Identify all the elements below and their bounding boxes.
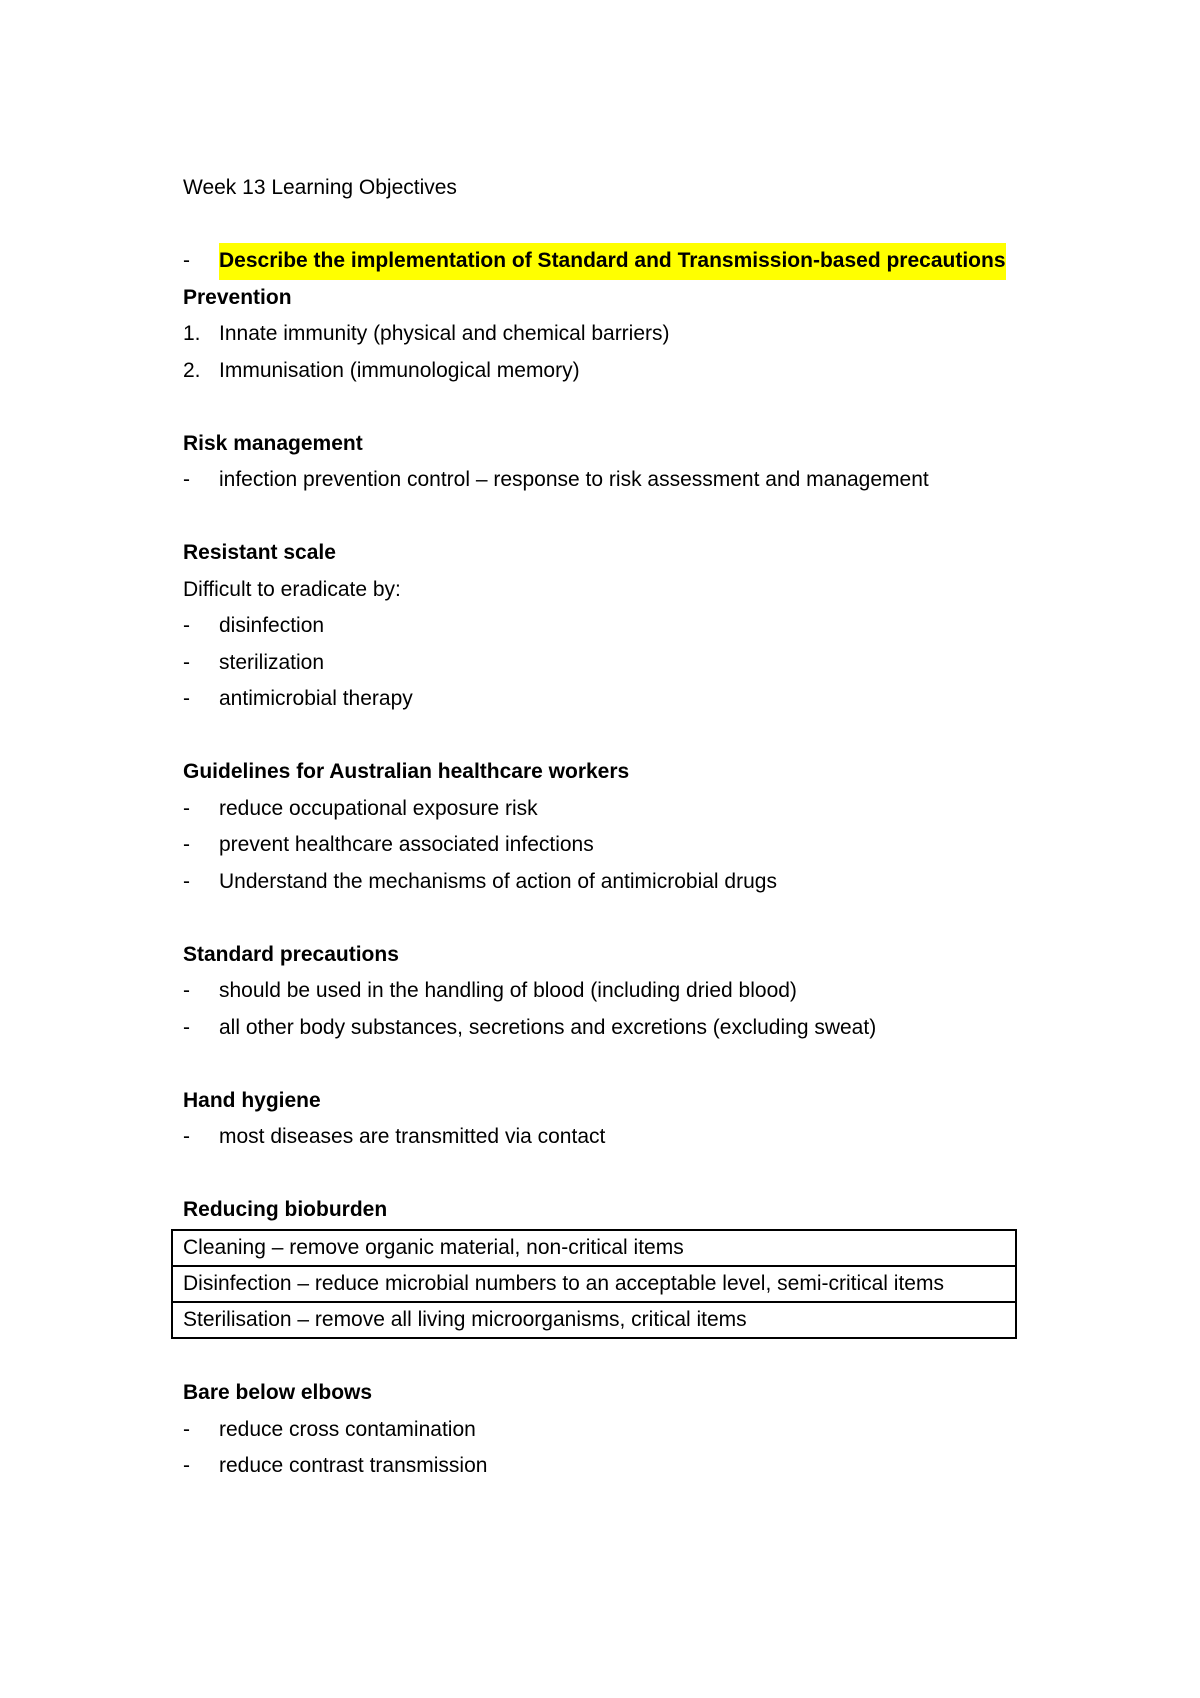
spacer: [183, 718, 1043, 755]
list-item-text: reduce contrast transmission: [219, 1454, 488, 1477]
list-marker: 2.: [183, 358, 201, 382]
table-row: [172, 1302, 1016, 1338]
list-item: [183, 827, 1043, 864]
spacer: [183, 389, 1043, 426]
list-marker: -: [183, 1125, 190, 1148]
list-item: [183, 353, 1043, 390]
prevention-heading: Prevention: [183, 285, 292, 309]
list-item: [183, 608, 1043, 645]
list-item-text: infection prevention control – response to risk assessment and management: [219, 468, 929, 491]
list-marker: -: [183, 833, 190, 856]
list-marker: -: [183, 979, 190, 1002]
list-item-text: most diseases are transmitted via contact: [219, 1125, 606, 1148]
list-item: [183, 1010, 1043, 1047]
list-item: [183, 462, 1043, 499]
bare-below-elbows-heading: Bare below elbows: [183, 1381, 373, 1404]
spacer: [183, 499, 1043, 536]
table-row: [172, 1230, 1016, 1266]
list-item: [183, 681, 1043, 718]
reducing-bioburden-heading: Reducing bioburden: [183, 1198, 388, 1221]
list-marker: -: [183, 249, 190, 272]
list-item-text: sterilization: [219, 650, 325, 674]
list-item-text: disinfection: [219, 614, 325, 637]
list-item-text: reduce occupational exposure risk: [219, 796, 538, 820]
list-item-text: should be used in the handling of blood (including dried blood): [219, 979, 797, 1002]
list-item-text: reduce cross contamination: [219, 1417, 476, 1441]
list-item: [183, 316, 1043, 353]
list-item: [183, 1448, 1043, 1485]
table-cell: Cleaning – remove organic material, non-critical items: [172, 1230, 1016, 1266]
list-item-text: Innate immunity (physical and chemical barriers): [219, 322, 670, 345]
list-item: [183, 645, 1043, 682]
hand-hygiene-heading: Hand hygiene: [183, 1088, 321, 1112]
list-marker: -: [183, 687, 190, 710]
objective-item: [183, 243, 1043, 280]
spacer: [183, 1339, 1043, 1376]
list-marker: -: [183, 869, 190, 893]
risk-management-heading: Risk management: [183, 431, 363, 455]
spacer: [183, 207, 1043, 244]
table-cell: Disinfection – reduce microbial numbers to an acceptable level, semi-critical items: [172, 1266, 1016, 1302]
list-marker: -: [183, 1015, 190, 1039]
document-content: [183, 170, 1043, 1485]
list-marker: -: [183, 650, 190, 674]
list-marker: -: [183, 1417, 190, 1441]
list-item-text: Immunisation (immunological memory): [219, 358, 580, 382]
list-marker: -: [183, 796, 190, 820]
list-item: [183, 973, 1043, 1010]
document-title: Week 13 Learning Objectives: [183, 176, 457, 199]
resistant-scale-heading: Resistant scale: [183, 541, 336, 564]
list-item: [183, 1119, 1043, 1156]
list-marker: -: [183, 614, 190, 637]
table-cell: Sterilisation – remove all living microorganisms, critical items: [172, 1302, 1016, 1338]
resistant-scale-intro: Difficult to eradicate by:: [183, 577, 401, 601]
list-marker: -: [183, 1454, 190, 1477]
spacer: [183, 900, 1043, 937]
standard-precautions-heading: Standard precautions: [183, 942, 399, 966]
list-item-text: Understand the mechanisms of action of antimicrobial drugs: [219, 869, 777, 893]
list-marker: -: [183, 468, 190, 491]
list-item-text: all other body substances, secretions and excretions (excluding sweat): [219, 1015, 877, 1039]
spacer: [183, 1046, 1043, 1083]
spacer: [183, 1156, 1043, 1193]
bioburden-table: [171, 1229, 1017, 1339]
list-item: [183, 1412, 1043, 1449]
table-row: [172, 1266, 1016, 1302]
list-item-text: prevent healthcare associated infections: [219, 833, 594, 856]
list-item: [183, 791, 1043, 828]
highlighted-objective: Describe the implementation of Standard and Transmission-based precautions: [219, 243, 1006, 280]
list-marker: 1.: [183, 322, 201, 345]
guidelines-heading: Guidelines for Australian healthcare workers: [183, 760, 630, 783]
list-item-text: antimicrobial therapy: [219, 687, 413, 710]
list-item: [183, 864, 1043, 901]
